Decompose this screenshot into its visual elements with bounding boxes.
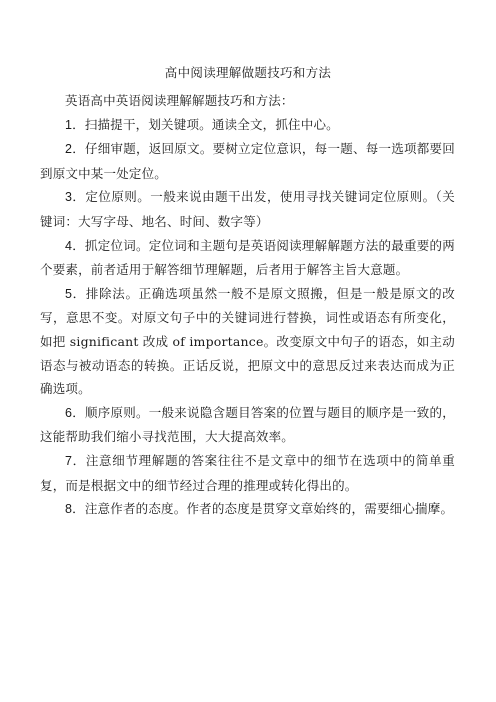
item-text: 扫描提干，划关键项。通读全文，抓住中心。 (84, 116, 339, 132)
list-item (40, 185, 455, 233)
item-text: 注意作者的态度。作者的态度是贯穿文章始终的，需要细心揣摩。 (84, 501, 454, 517)
item-text: 抓定位词。定位词和主题句是英语阅读理解解题方法的最重要的两个要素，前者适用于解答细节理解题，后者用于解答主旨大意题。 (40, 237, 455, 278)
list-item (40, 449, 455, 497)
item-number: 2． (65, 142, 85, 157)
item-number: 8． (65, 502, 85, 517)
item-number: 1． (65, 117, 85, 132)
list-item (40, 401, 455, 449)
item-text: 定位原则。一般来说由题干出发，使用寻找关键词定位原则。（关键词：大写字母、地名、时间、数字等） (40, 189, 455, 229)
list-item (40, 113, 455, 138)
list-item (40, 137, 455, 185)
item-number: 3． (65, 190, 86, 205)
list-item (40, 282, 455, 401)
item-number: 4． (65, 238, 85, 253)
list-item (40, 234, 455, 282)
item-number: 5． (65, 286, 86, 301)
list-item (40, 497, 455, 522)
item-text: 顺序原则。一般来说隐含题目答案的位置与题目的顺序是一致的，这能帮助我们缩小寻找范围，大大提高效率。 (40, 404, 455, 445)
document-title: 高中阅读理解做题技巧和方法 (164, 65, 332, 80)
intro-paragraph: 英语高中英语阅读理解解题技巧和方法： (65, 93, 294, 108)
item-text: 注意细节理解题的答案往往不是文章中的细节在选项中的简单重复，而是根据文中的细节经过合理的推理或转化得出的。 (40, 452, 455, 493)
item-number: 7． (65, 453, 86, 468)
document-body (40, 89, 455, 522)
item-text: 仔细审题，返回原文。要树立定位意识，每一题、每一选项都要回到原文中某一处定位。 (40, 141, 455, 181)
item-text: 排除法。正确选项虽然一般不是原文照搬，但是一般是原文的改写，意思不变。对原文句子中的关键词进行替换，词性或语态有所变化，如把 significant 改成 of importance。改变原文中句子的语态，如主动语态与被动语态的转换。正话反说，把原文中的意思反过来表达而成为正确选项。 (40, 285, 455, 397)
item-number: 6． (65, 405, 85, 420)
